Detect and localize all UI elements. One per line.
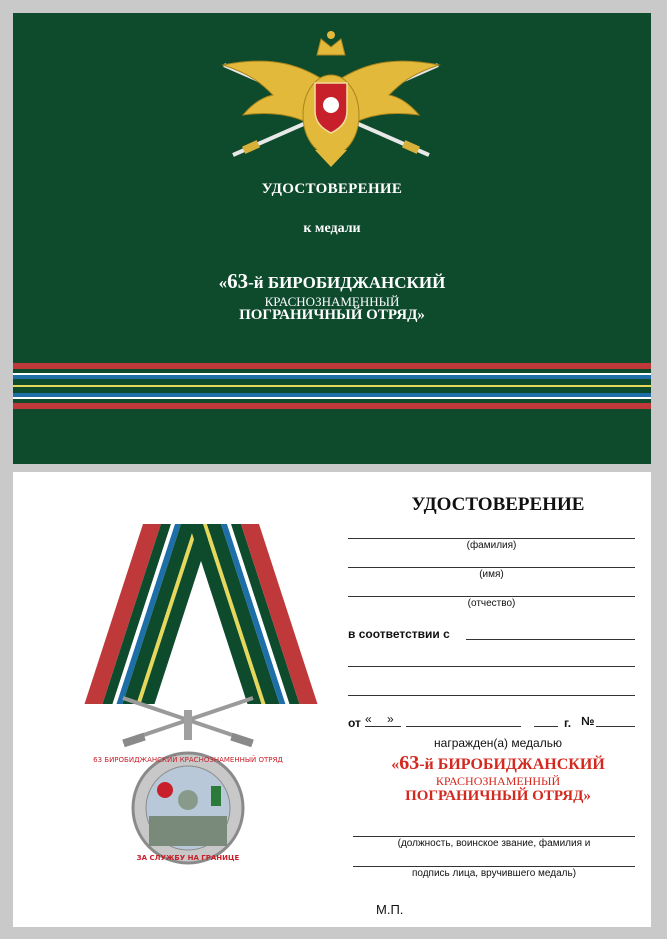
- in-accordance-label: в соответствии с: [348, 627, 450, 641]
- patronymic-caption: (отчество): [467, 598, 516, 609]
- cover-quote-close: »: [417, 307, 425, 323]
- date-open-quote: «: [365, 712, 372, 726]
- cover-quote-open: «: [218, 273, 228, 292]
- medal-with-crossed-swords-icon: [93, 690, 283, 870]
- date-year-line[interactable]: [534, 726, 558, 727]
- signer-line-2[interactable]: [353, 866, 635, 867]
- number-line[interactable]: [596, 726, 635, 727]
- certificate-title: УДОСТОВЕРЕНИЕ: [411, 494, 585, 515]
- basis-line-3[interactable]: [348, 695, 635, 696]
- medal-name-text-3: ПОГРАНИЧНЫЙ ОТРЯД: [405, 788, 584, 804]
- medal-ring-text-bottom: ЗА СЛУЖБУ НА ГРАНИЦЕ: [136, 854, 240, 862]
- medal-quote-close: »: [583, 788, 591, 804]
- medal-name-line-2: КРАСНОЗНАМЕННЫЙ: [435, 774, 561, 788]
- cover-title: УДОСТОВЕРЕНИЕ: [261, 181, 403, 197]
- signer-line-1[interactable]: [353, 836, 635, 837]
- cover-subtitle: к медали: [303, 221, 361, 236]
- cover-unit-line-3: [13, 307, 651, 324]
- patronymic-line[interactable]: [348, 596, 635, 597]
- cover-unit-name: -й БИРОБИДЖАНСКИЙ: [248, 273, 446, 292]
- signer-caption-1: (должность, воинское звание, фамилия и: [397, 838, 591, 849]
- name-caption: (имя): [479, 569, 504, 580]
- medal-quote-open: «: [391, 756, 400, 773]
- signer-caption-2: подпись лица, вручившего медаль): [411, 868, 577, 879]
- certificate-cover: [13, 13, 651, 464]
- medal-name-line-3: [348, 788, 648, 805]
- medal-ring-text-top: 63 БИРОБИДЖАНСКИЙ КРАСНОЗНАМЕННЫЙ ОТРЯД: [93, 756, 283, 764]
- medal-number: 63: [399, 752, 420, 774]
- surname-caption: (фамилия): [466, 540, 517, 551]
- double-headed-eagle-emblem-icon: [203, 25, 459, 167]
- medal-name-line-1: [348, 752, 648, 775]
- date-month-line[interactable]: [406, 726, 521, 727]
- from-label: от: [348, 716, 361, 730]
- cover-unit-line-1: [13, 269, 651, 294]
- in-accordance-line[interactable]: [466, 639, 635, 640]
- cover-unit-number: 63: [227, 269, 249, 293]
- year-label: г.: [564, 716, 572, 730]
- cover-ribbon-stripes: [13, 363, 651, 409]
- cover-unit-line-3-text: ПОГРАНИЧНЫЙ ОТРЯД: [239, 307, 418, 323]
- cover-unit-line-2: КРАСНОЗНАМЕННЫЙ: [264, 294, 400, 309]
- number-label: №: [581, 714, 595, 728]
- date-day-line[interactable]: [365, 726, 401, 727]
- awarded-text: награжден(а) медалью: [434, 736, 562, 750]
- name-line[interactable]: [348, 567, 635, 568]
- surname-line[interactable]: [348, 538, 635, 539]
- certificate-inner-page: [13, 472, 651, 927]
- date-close-quote: »: [387, 712, 394, 726]
- stamp-place-label: М.П.: [376, 902, 404, 917]
- basis-line-2[interactable]: [348, 666, 635, 667]
- medal-name-text-1: -й БИРОБИДЖАНСКИЙ: [419, 756, 605, 773]
